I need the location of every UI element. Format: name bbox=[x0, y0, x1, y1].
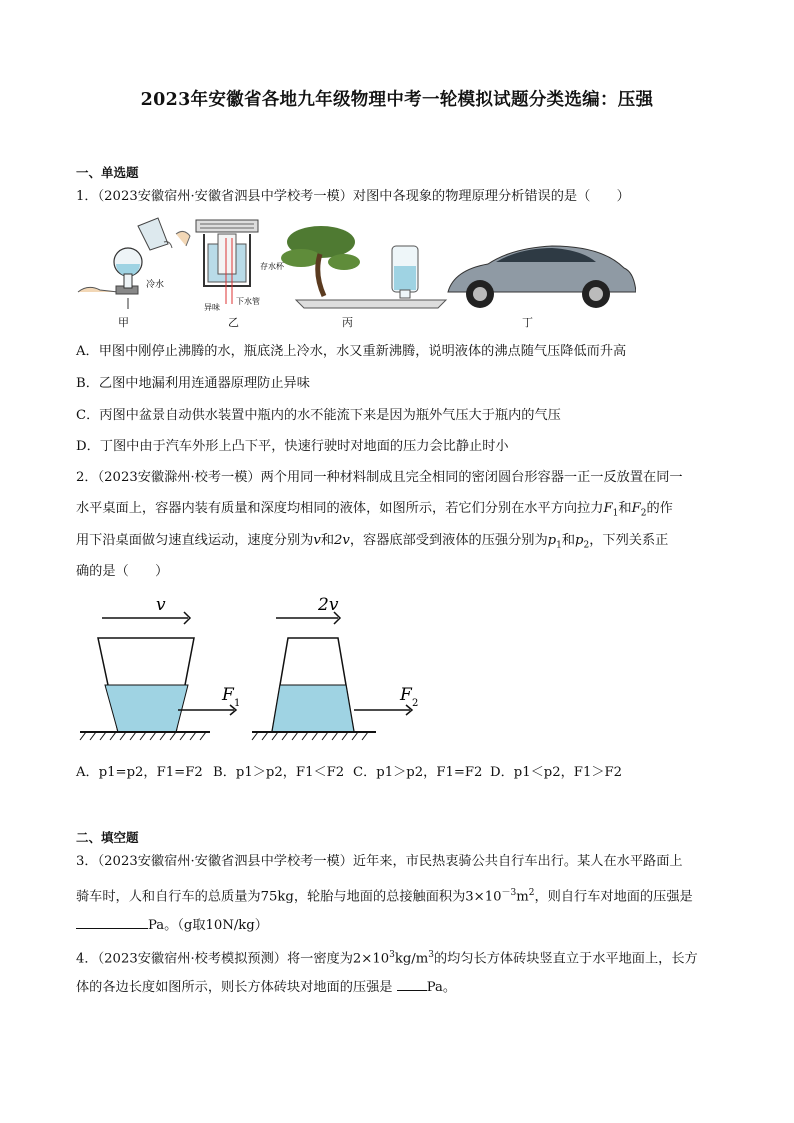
q1-option-b: B．乙图中地漏利用连通器原理防止异味 bbox=[76, 376, 310, 391]
svg-text:F: F bbox=[400, 685, 412, 705]
svg-text:2: 2 bbox=[412, 698, 419, 709]
caption-bing: 丙 bbox=[342, 316, 353, 329]
q1-option-c: C．丙图中盆景自动供水装置中瓶内的水不能流下来是因为瓶外气压大于瓶内的气压 bbox=[76, 408, 561, 423]
q3-line2: 骑车时，人和自行车的总质量为75kg，轮胎与地面的总接触面积为$3\times 10^{-3}m^2$，则自行车对地面的压强是 bbox=[76, 888, 693, 905]
q2-line1: 2．（2023安徽滁州·校考一模）两个用同一种材料制成且完全相同的密闭圆台形容器一正一反放置在同一 bbox=[76, 470, 683, 485]
q2-line3: 用下沿桌面做匀速直线运动，速度分别为v和2v，容器底部受到液体的压强分别为$p_1$和$p_2$，下列关系正 bbox=[76, 533, 669, 551]
svg-text:1: 1 bbox=[234, 698, 241, 709]
q1-option-d: D．丁图中由于汽车外形上凸下平，快速行驶时对地面的压力会比静止时小 bbox=[76, 439, 509, 454]
car-figure bbox=[448, 246, 636, 308]
q3-line3: Pa。（g取10N/kg） bbox=[76, 916, 722, 934]
q2-figure bbox=[76, 590, 436, 750]
q1-figure bbox=[76, 214, 636, 329]
svg-text:存水杯: 存水杯 bbox=[260, 262, 284, 271]
svg-text:异味: 异味 bbox=[204, 303, 220, 312]
flask-boiling-figure bbox=[78, 218, 190, 309]
caption-jia: 甲 bbox=[118, 316, 129, 329]
section-fill-blank: 二、填空题 bbox=[76, 830, 139, 845]
page-title: 2023年安徽省各地九年级物理中考一轮模拟试题分类选编：压强 bbox=[140, 90, 654, 110]
q2-option-a: A．p1=p2，F1=F2 bbox=[76, 765, 203, 780]
svg-text:冷水: 冷水 bbox=[146, 280, 165, 290]
svg-text:2v: 2v bbox=[318, 595, 339, 615]
q2-option-c: C．p1＞p2，F1=F2 bbox=[353, 765, 483, 780]
floor-drain-figure bbox=[196, 220, 285, 312]
q4-line1: 4．（2023安徽宿州·校考模拟预测）将一密度为$2\times 10^3kg/m^3$的均匀长方体砖块竖直立于水平地面上，长方 bbox=[76, 950, 698, 967]
svg-text:下水管: 下水管 bbox=[236, 297, 260, 306]
q2-line2: 水平桌面上，容器内装有质量和深度均相同的液体，如图所示，若它们分别在水平方向拉力$F_1$和$F_2$的作 bbox=[76, 501, 673, 519]
q1-stem: 1．（2023安徽宿州·安徽省泗县中学校考一模）对图中各现象的物理原理分析错误的是（ ） bbox=[76, 189, 630, 204]
caption-yi: 乙 bbox=[228, 316, 239, 329]
svg-text:F: F bbox=[222, 685, 234, 705]
q4-line2: 体的各边长度如图所示，则长方体砖块对地面的压强是 Pa。 bbox=[76, 980, 457, 995]
svg-text:v: v bbox=[156, 595, 166, 615]
q3-answer-blank[interactable] bbox=[76, 916, 148, 929]
q2-option-b: B．p1＞p2，F1＜F2 bbox=[213, 765, 345, 780]
q1-option-a: A．甲图中刚停止沸腾的水，瓶底浇上冷水，水又重新沸腾，说明液体的沸点随气压降低而升高 bbox=[76, 344, 627, 359]
q2-line4: 确的是（ ） bbox=[76, 564, 169, 579]
q4-answer-blank[interactable] bbox=[397, 978, 427, 991]
q2-option-d: D．p1＜p2，F1＞F2 bbox=[490, 765, 623, 780]
section-single-choice: 一、单选题 bbox=[76, 165, 139, 180]
bonsai-figure bbox=[281, 226, 446, 308]
caption-ding: 丁 bbox=[522, 316, 533, 329]
q3-line1: 3．（2023安徽宿州·安徽省泗县中学校考一模）近年来，市民热衷骑公共自行车出行。某人在水平路面上 bbox=[76, 854, 683, 869]
